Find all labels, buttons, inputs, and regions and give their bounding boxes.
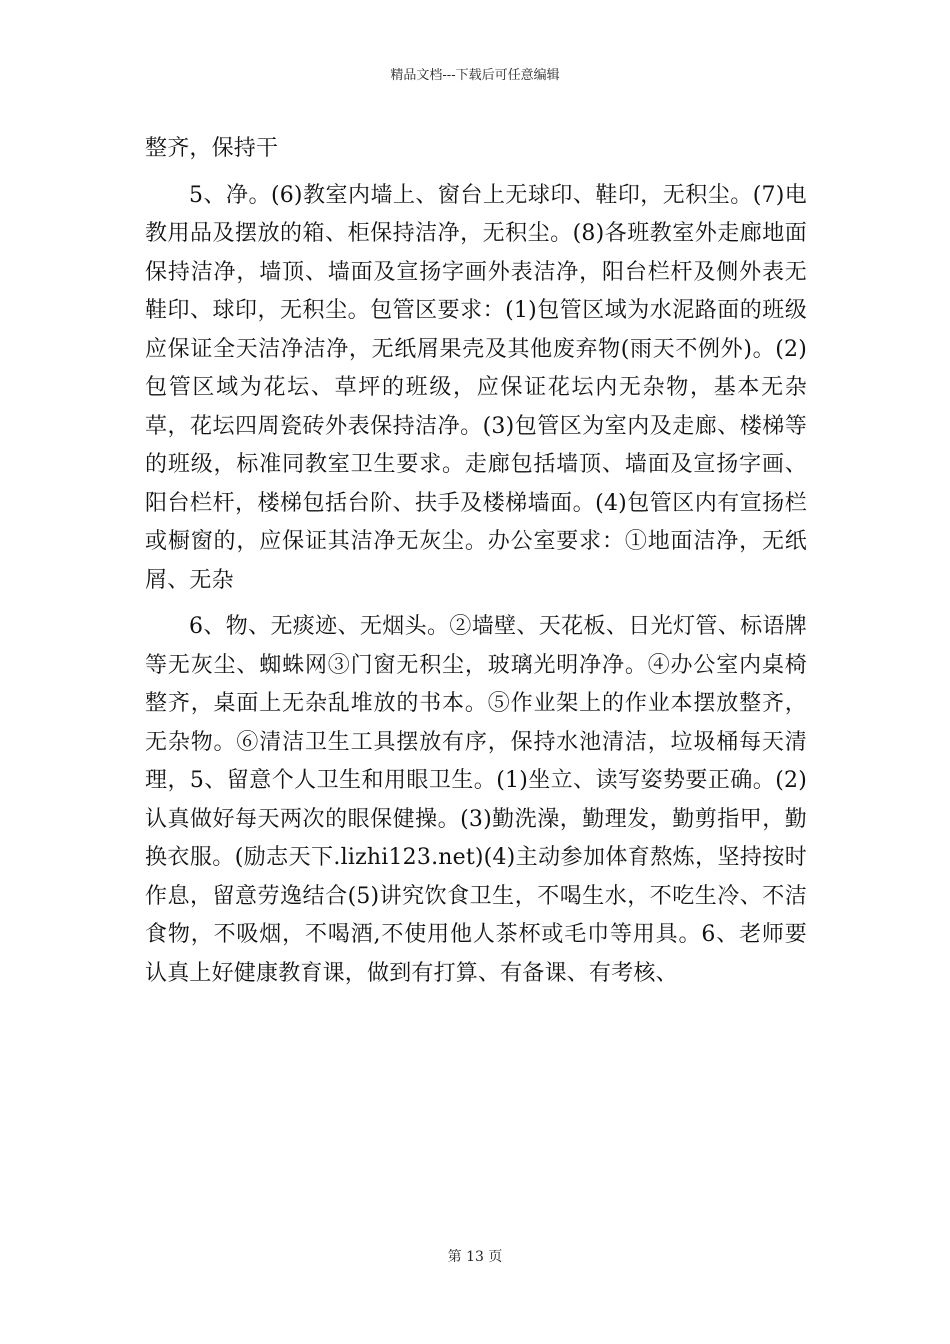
paragraph-2: 5、净。(6)教室内墙上、窗台上无球印、鞋印，无积尘。(7)电教用品及摆放的箱、柜保持洁净，无积尘。(8)各班教室外走廊地面保持洁净，墙顶、墙面及宣扬字画外表洁净，阳台栏杆及侧外表无鞋印、球印，无积尘。包管区要求：(1)包管区域为水泥路面的班级应保证全天洁净洁净，无纸屑果壳及其他废弃物(雨天不例外)。(2)包管区域为花坛、草坪的班级，应保证花坛内无杂物，基本无杂草，花坛四周瓷砖外表保持洁净。(3)包管区为室内及走廊、楼梯等的班级，标准同教室卫生要求。走廊包括墙顶、墙面及宣扬字画、阳台栏杆，楼梯包括台阶、扶手及楼梯墙面。(4)包管区内有宣扬栏或橱窗的，应保证其洁净无灰尘。办公室要求：①地面洁净，无纸屑、无杂	[145, 182, 807, 593]
page-header: 精品文档---下载后可任意编辑	[390, 68, 560, 83]
paragraph-1: 整齐，保持干	[145, 136, 279, 161]
document-body	[145, 130, 807, 1001]
page-number: 第 13 页	[447, 1249, 503, 1265]
paragraph-3: 6、物、无痰迹、无烟头。②墙壁、天花板、日光灯管、标语牌等无灰尘、蜘蛛网③门窗无积尘，玻璃光明净净。④办公室内桌椅整齐，桌面上无杂乱堆放的书本。⑤作业架上的作业本摆放整齐，无杂物。⑥清洁卫生工具摆放有序，保持水池清洁，垃圾桶每天清理，5、留意个人卫生和用眼卫生。(1)坐立、读写姿势要正确。(2)认真做好每天两次的眼保健操。(3)勤洗澡，勤理发，勤剪指甲，勤换衣服。(励志天下.lizhi123.net)(4)主动参加体育熬炼，坚持按时作息，留意劳逸结合(5)讲究饮食卫生，不喝生水，不吃生冷、不洁食物，不吸烟，不喝酒,不使用他人茶杯或毛巾等用具。6、老师要认真上好健康教育课，做到有打算、有备课、有考核、	[145, 614, 807, 986]
